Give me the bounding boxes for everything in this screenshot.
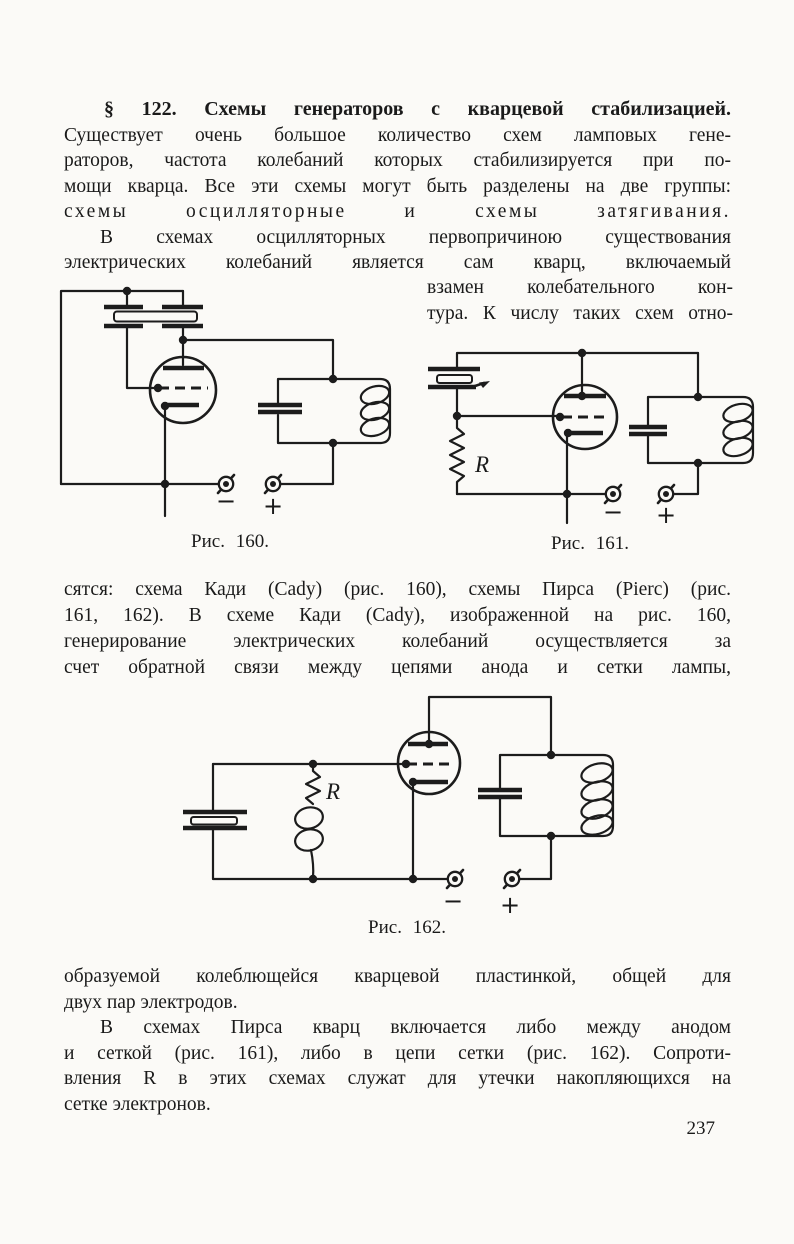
junction-dots bbox=[453, 349, 702, 498]
inductor-coil-icon bbox=[551, 755, 615, 838]
plus-label: + bbox=[499, 891, 521, 919]
plus-label: + bbox=[655, 501, 677, 529]
figure-160-caption: Рис. 160. bbox=[191, 531, 269, 552]
text-line: 161, 162). В схеме Кади (Cady), изображенной на рис. 160, bbox=[64, 605, 731, 626]
text-line: раторов, частота колебаний которых стабилизируется при по- bbox=[64, 150, 731, 171]
text-line: вления R в этих схемах служат для утечки накопляющихся на bbox=[64, 1068, 731, 1089]
text-line: тура. К числу таких схем отно- bbox=[427, 302, 733, 324]
text-line: В схемах Пирса кварц включается либо между анодом bbox=[100, 1017, 731, 1038]
text-line: образуемой колеблющейся кварцевой пластинкой, общей для bbox=[64, 966, 731, 987]
figure-160-schematic bbox=[55, 278, 415, 548]
text-line: сетке электронов. bbox=[64, 1093, 211, 1115]
capacitor-icon bbox=[258, 405, 302, 412]
page-number: 237 bbox=[686, 1118, 715, 1139]
minus-label: − bbox=[602, 498, 624, 526]
text-line: мощи кварца. Все эти схемы могут быть разделены на две группы: bbox=[64, 175, 731, 197]
capacitor-icon bbox=[478, 790, 522, 797]
minus-label: − bbox=[215, 487, 237, 515]
text-line: сятся: схема Кади (Cady) (рис. 160), схемы Пирса (Pierc) (рис. bbox=[64, 579, 731, 600]
section-heading: § 122. Схемы генераторов с кварцевой стабилизацией. bbox=[104, 98, 731, 120]
minus-label: − bbox=[442, 887, 464, 915]
figure-161-caption: Рис. 161. bbox=[551, 533, 629, 554]
text-line: генерирование электрических колебаний осуществляется за bbox=[64, 631, 731, 652]
capacitor-icon bbox=[629, 427, 667, 434]
figure-161-schematic bbox=[420, 330, 790, 530]
junction-dots bbox=[309, 740, 555, 883]
text-line: счет обратной связи между цепями анода и сетки лампы, bbox=[64, 657, 731, 678]
resistor-label: R bbox=[326, 779, 341, 804]
resistor-label: R bbox=[475, 452, 490, 477]
text-line: электрических колебаний является сам кварц, включаемый bbox=[64, 252, 731, 273]
inductor-coil-icon bbox=[698, 397, 755, 463]
text-line: взамен колебательного кон- bbox=[427, 277, 733, 298]
minus-terminal-icon bbox=[447, 870, 463, 888]
text-line: Существует очень большое количество схем ламповых гене- bbox=[64, 124, 731, 146]
figure-162-schematic bbox=[150, 695, 650, 925]
figure-162-caption: Рис. 162. bbox=[368, 917, 446, 938]
text-line: В схемах осцилляторных первопричиною существования bbox=[100, 226, 731, 248]
text-line-emphasized: схемы осцилляторные и схемы затягивания. bbox=[64, 201, 731, 222]
text-line: двух пар электродов. bbox=[64, 991, 238, 1013]
quartz-crystal-icon bbox=[104, 307, 203, 326]
inductor-coil-icon bbox=[333, 379, 391, 443]
grid-leak-coil-icon bbox=[293, 805, 325, 853]
plus-label: + bbox=[262, 492, 284, 520]
top-text-block bbox=[64, 97, 731, 276]
bottom-text-block bbox=[64, 964, 731, 1117]
wrap-text-column bbox=[427, 275, 733, 326]
plus-terminal-icon bbox=[504, 870, 520, 888]
plus-terminal-icon bbox=[265, 475, 281, 493]
text-line: и сеткой (рис. 161), либо в цепи сетки (рис. 162). Сопроти- bbox=[64, 1042, 731, 1064]
middle-text-block bbox=[64, 577, 731, 681]
quartz-crystal-icon bbox=[183, 812, 247, 828]
quartz-crystal-icon bbox=[428, 369, 490, 388]
